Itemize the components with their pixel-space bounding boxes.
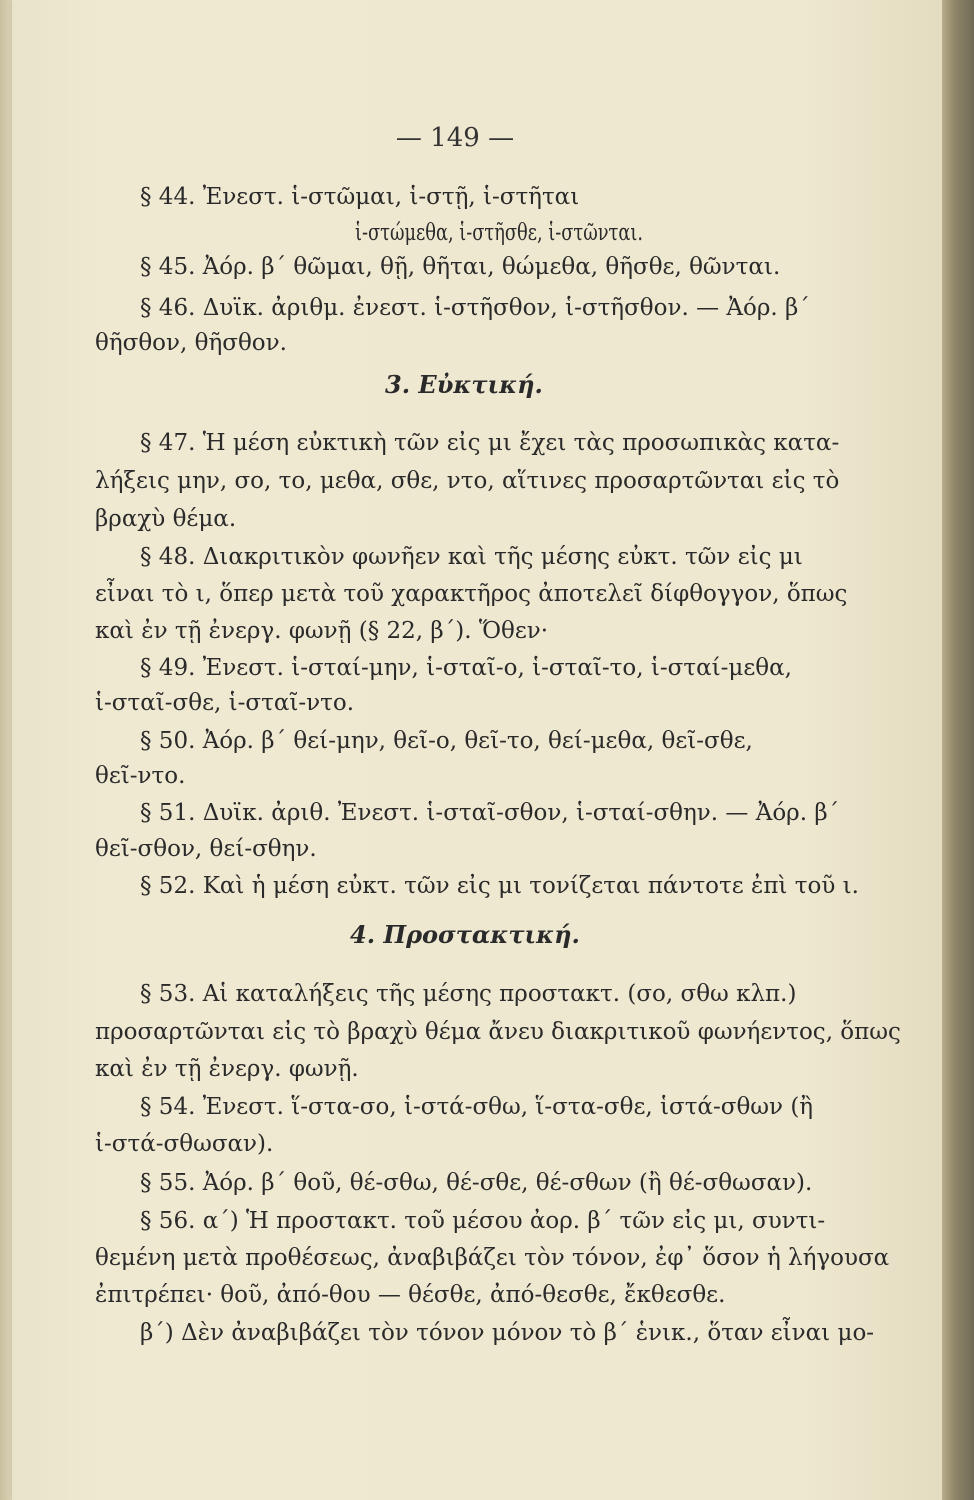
text-line: § 47. Ἡ μέση εὐκτικὴ τῶν εἰς μι ἔχει τὰς προσωπικὰς κατα- <box>140 430 840 456</box>
text-line: καὶ ἐν τῇ ἐνεργ. φωνῇ. <box>95 1056 359 1082</box>
text-line: ἱ-στά-σθωσαν). <box>95 1131 274 1157</box>
text-line: θεῖ-σθον, θεί-σθην. <box>95 836 317 862</box>
text-line: § 52. Καὶ ἡ μέση εὐκτ. τῶν εἰς μι τονίζεται πάντοτε ἐπὶ τοῦ ι. <box>140 873 859 899</box>
text-line: β´) Δὲν ἀναβιβάζει τὸν τόνον μόνον τὸ β´ ἑνικ., ὅταν εἶναι μο- <box>140 1320 875 1346</box>
text-line: ἐπιτρέπει· θοῦ, ἀπό-θου — θέσθε, ἀπό-θεσθε, ἔκθεσθε. <box>95 1282 726 1308</box>
text-line: § 56. α´) Ἡ προστακτ. τοῦ μέσου ἀορ. β´ τῶν εἰς μι, συντι- <box>140 1208 826 1234</box>
text-line: § 44. Ἐνεστ. ἱ-στῶμαι, ἱ-στῇ, ἱ-στῆται <box>140 184 580 210</box>
text-line: εἶναι τὸ ι, ὅπερ μετὰ τοῦ χαρακτῆρος ἀποτελεῖ δίφθογγον, ὅπως <box>95 581 848 607</box>
page-number: — 149 — <box>395 123 515 153</box>
section-heading-euktike: 3. Εὐκτική. <box>385 370 543 399</box>
text-line: καὶ ἐν τῇ ἐνεργ. φωνῇ (§ 22, β´). Ὅθεν· <box>95 618 549 644</box>
text-line: § 46. Δυϊκ. ἀριθμ. ἐνεστ. ἱ-στῆσθον, ἱ-στῆσθον. — Ἀόρ. β´ <box>140 295 810 321</box>
book-spine-edge <box>942 0 974 1500</box>
text-line: § 50. Ἀόρ. β´ θεί-μην, θεῖ-ο, θεῖ-το, θεί-μεθα, θεῖ-σθε, <box>140 728 753 754</box>
text-line: ἱ-στώμεθα, ἱ-στῆσθε, ἱ-στῶνται. <box>355 220 644 246</box>
text-line: λήξεις μην, σο, το, μεθα, σθε, ντο, αἵτινες προσαρτῶνται εἰς τὸ <box>95 468 840 494</box>
text-line: § 48. Διακριτικὸν φωνῆεν καὶ τῆς μέσης εὐκτ. τῶν εἰς μι <box>140 544 803 570</box>
text-line: § 49. Ἐνεστ. ἱ-σταί-μην, ἱ-σταῖ-ο, ἱ-σταῖ-το, ἱ-σταί-μεθα, <box>140 655 792 681</box>
section-heading-prostaktike: 4. Προστακτική. <box>350 920 580 949</box>
text-line: § 45. Ἀόρ. β´ θῶμαι, θῇ, θῆται, θώμεθα, θῆσθε, θῶνται. <box>140 254 781 280</box>
text-line: βραχὺ θέμα. <box>95 506 237 532</box>
text-line: § 53. Αἱ καταλήξεις τῆς μέσης προστακτ. (σο, σθω κλπ.) <box>140 981 797 1007</box>
text-line: προσαρτῶνται εἰς τὸ βραχὺ θέμα ἄνευ διακριτικοῦ φωνήεντος, ὅπως <box>95 1019 901 1045</box>
text-line: ἱ-σταῖ-σθε, ἱ-σταῖ-ντο. <box>95 690 355 716</box>
text-line: § 55. Ἀόρ. β´ θοῦ, θέ-σθω, θέ-σθε, θέ-σθων (ἢ θέ-σθωσαν). <box>140 1170 813 1196</box>
text-line: § 51. Δυϊκ. ἀριθ. Ἐνεστ. ἱ-σταῖ-σθον, ἱ-σταί-σθην. — Ἀόρ. β´ <box>140 800 840 826</box>
text-line: θῆσθον, θῆσθον. <box>95 330 287 356</box>
page-left-edge <box>0 0 12 1500</box>
text-line: § 54. Ἐνεστ. ἵ-στα-σο, ἱ-στά-σθω, ἵ-στα-σθε, ἱστά-σθων (ἢ <box>140 1094 814 1120</box>
text-line: θεῖ-ντο. <box>95 763 186 789</box>
text-line: θεμένη μετὰ προθέσεως, ἀναβιβάζει τὸν τόνον, ἐφ᾽ ὅσον ἡ λήγουσα <box>95 1245 890 1271</box>
